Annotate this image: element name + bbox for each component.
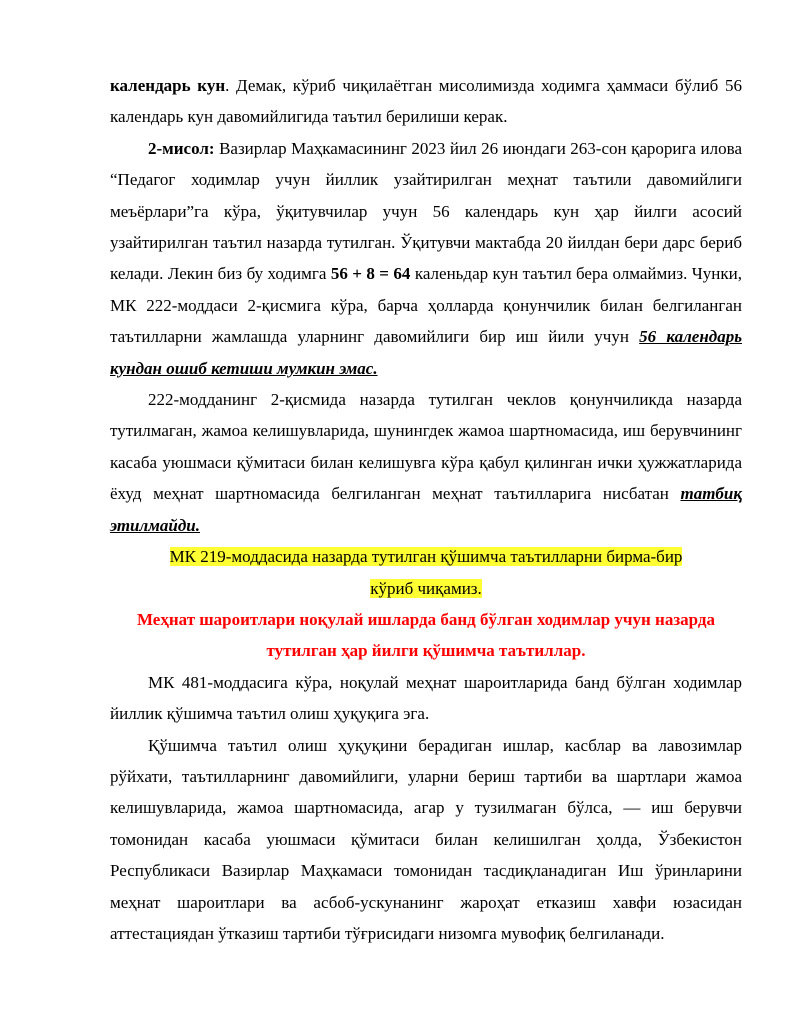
heading-line-2: тутилган ҳар йилги қўшимча таътиллар. (266, 641, 586, 661)
paragraph-1-text: . Демак, кўриб чиқилаётган мисолимизда ходимга ҳаммаси бўлиб 56 календарь кун давомийлигида таътил берилиши керак. (110, 76, 742, 127)
example-formula: 56 + 8 = 64 (330, 264, 411, 284)
paragraph-3 (110, 384, 742, 541)
highlighted-note (110, 541, 742, 604)
section-heading (110, 604, 742, 667)
paragraph-4-text: МК 481-моддасига кўра, ноқулай меҳнат шароитларида банд бўлган ходимлар йиллик қўшимча таътил олиш ҳуқуқига эга. (110, 672, 742, 724)
highlight-line-2: кўриб чиқамиз. (370, 578, 482, 598)
example-emphasis: 56 календарь кундан ошиб кетиши мумкин эмас. (110, 327, 742, 378)
paragraph-5-text: Қўшимча таътил олиш ҳуқуқини берадиган ишлар, касблар ва лавозимлар рўйхати, таътилларнинг давомийлиги, уларни бериш тартиби ва шартлари жамоа келишувларида, жамоа шартномасида, агар у тузилмаган бўлса, — иш берувчи томонидан касаба уюшмаси қўмитаси билан келишилган ҳолда, Ўзбекистон Республикаси Вазирлар Маҳкамаси томонидан тасдиқланадиган Иш ўринларини меҳнат шароитлари ва асбоб-ускунанинг жароҳат етказиш хавфи юзасидан аттестациядан ўтказиш тартиби тўғрисидаги низомга мувофиқ белгиланади. (110, 735, 742, 943)
paragraph-1 (110, 70, 742, 133)
paragraph-3-text: 222-модданинг 2-қисмида назарда тутилган чеклов қонунчиликда назарда тутилмаган, жамоа келишувларида, шунингдек жамоа шартномасида, иш берувчининг касаба уюшмаси қўмитаси билан келишувга кўра қабул қилинган ички ҳужжатларида ёхуд меҳнат шартномасида белгиланган меҳнат таътилларига нисбатан (110, 390, 742, 504)
example-text-1: Вазирлар Маҳкамасининг 2023 йил 26 июндаги 263-сон қарорига илова “Педагог ходимлар учун йиллик узайтирилган меҳнат таътили давомийлиги меъёрлари”га кўра, ўқитувчилар учун 56 календарь кун ҳар йилги асосий узайтирилган таътил назарда тутилган. Ўқитувчи мактабда 20 йилдан бери дарс бериб келади. Лекин биз бу ходимга (110, 138, 742, 284)
example-text-2: каленьдар кун таътил бера олмаймиз. Чунки, МК 222-моддаси 2-қисмига кўра, барча ҳолларда қонунчилик билан белгиланган таътилларни жамлашда уларнинг давомийлиги бир иш йили учун (110, 264, 743, 347)
paragraph-5 (110, 730, 742, 950)
document-page (110, 70, 742, 949)
paragraph-example-2 (110, 133, 742, 384)
paragraph-3-emphasis: татбиқ этилмайди. (110, 484, 742, 535)
heading-line-1: Меҳнат шароитлари ноқулай ишларда банд бўлган ходимлар учун назарда (136, 609, 716, 629)
bold-term: календарь кун (110, 76, 226, 95)
paragraph-4 (110, 667, 742, 730)
example-label: 2-мисол: (148, 138, 215, 158)
highlight-line-1: МК 219-моддасида назарда тутилган қўшимча таътилларни бирма-бир (169, 547, 683, 567)
